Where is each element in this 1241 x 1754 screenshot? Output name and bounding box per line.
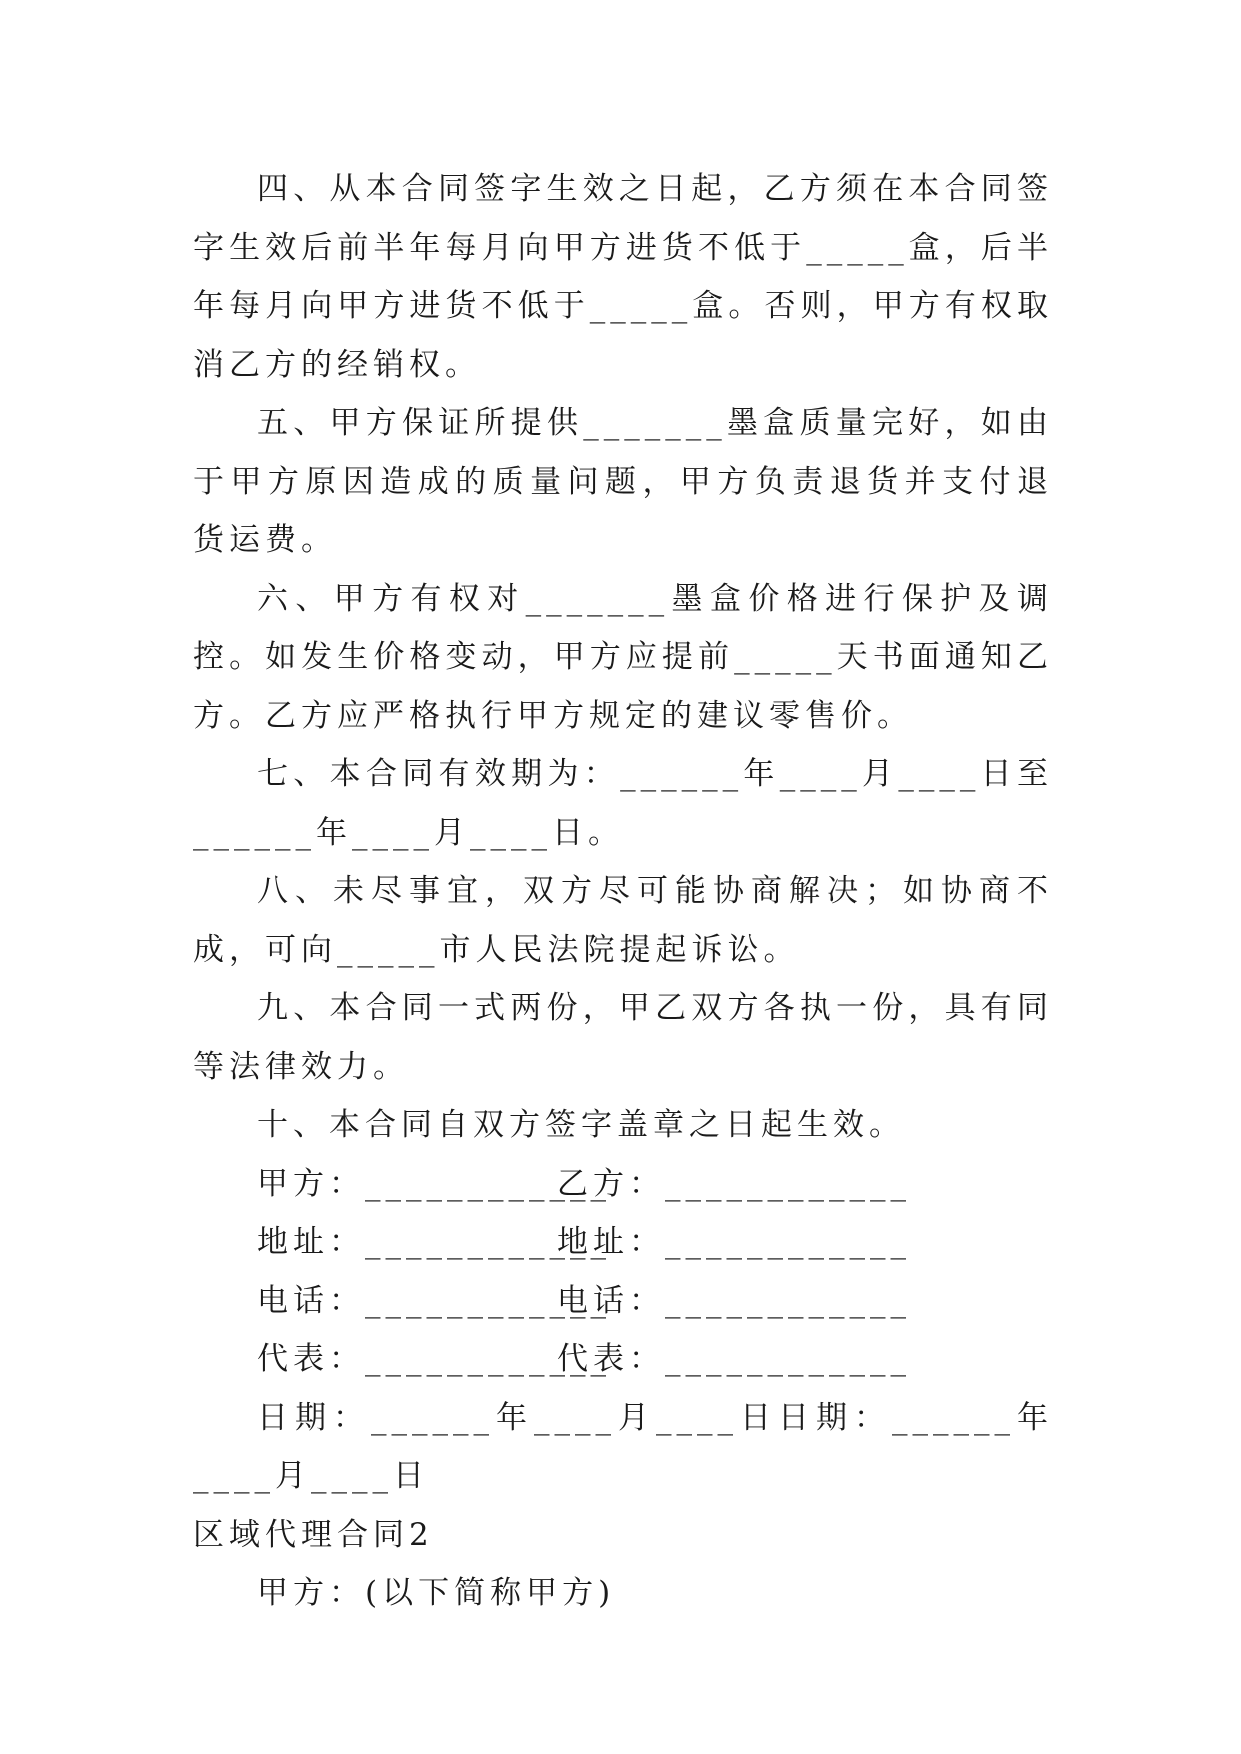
rep-b-field: 代表：____________ <box>557 1341 911 1377</box>
phone-a-field: 电话：____________ <box>257 1282 611 1319</box>
next-contract-first-line: 甲方：(以下简称甲方) <box>257 1575 616 1611</box>
address-b-field: 地址：____________ <box>557 1224 911 1260</box>
signature-row-phone <box>193 1272 1053 1331</box>
phone-b-field: 电话：____________ <box>557 1282 911 1319</box>
clause-6: 六、甲方有权对_______墨盒价格进行保护及调控。如发生价格变动，甲方应提前_____天书面通知乙方。乙方应严格执行甲方规定的建议零售价。 <box>193 580 1053 734</box>
rep-a-field: 代表：____________ <box>257 1341 611 1377</box>
signature-row-party <box>193 1155 1053 1214</box>
signature-row-representative <box>193 1330 1053 1389</box>
clause-8: 八、未尽事宜，双方尽可能协商解决；如协商不成，可向_____市人民法院提起诉讼。 <box>193 873 1053 968</box>
party-b-field: 乙方：____________ <box>557 1165 911 1202</box>
signature-block <box>193 1155 1053 1506</box>
signature-date-line: 日期：______年____月____日日期：______年____月____日 <box>193 1399 1053 1494</box>
clause-7: 七、本合同有效期为：______年____月____日至______年____月____日。 <box>193 756 1053 851</box>
party-a-field: 甲方：____________ <box>257 1165 611 1202</box>
clause-10: 十、本合同自双方签字盖章之日起生效。 <box>257 1107 905 1143</box>
clause-9: 九、本合同一式两份，甲乙双方各执一份，具有同等法律效力。 <box>193 990 1053 1085</box>
signature-row-address <box>193 1213 1053 1272</box>
address-a-field: 地址：____________ <box>257 1224 611 1260</box>
clause-5: 五、甲方保证所提供_______墨盒质量完好，如由于甲方原因造成的质量问题，甲方负责退货并支付退货运费。 <box>193 405 1053 558</box>
document-page <box>193 160 1053 1623</box>
next-contract-title: 区域代理合同2 <box>193 1516 434 1553</box>
clause-4: 四、从本合同签字生效之日起，乙方须在本合同签字生效后前半年每月向甲方进货不低于_____盒，后半年每月向甲方进货不低于_____盒。否则，甲方有权取消乙方的经销权。 <box>193 171 1053 383</box>
